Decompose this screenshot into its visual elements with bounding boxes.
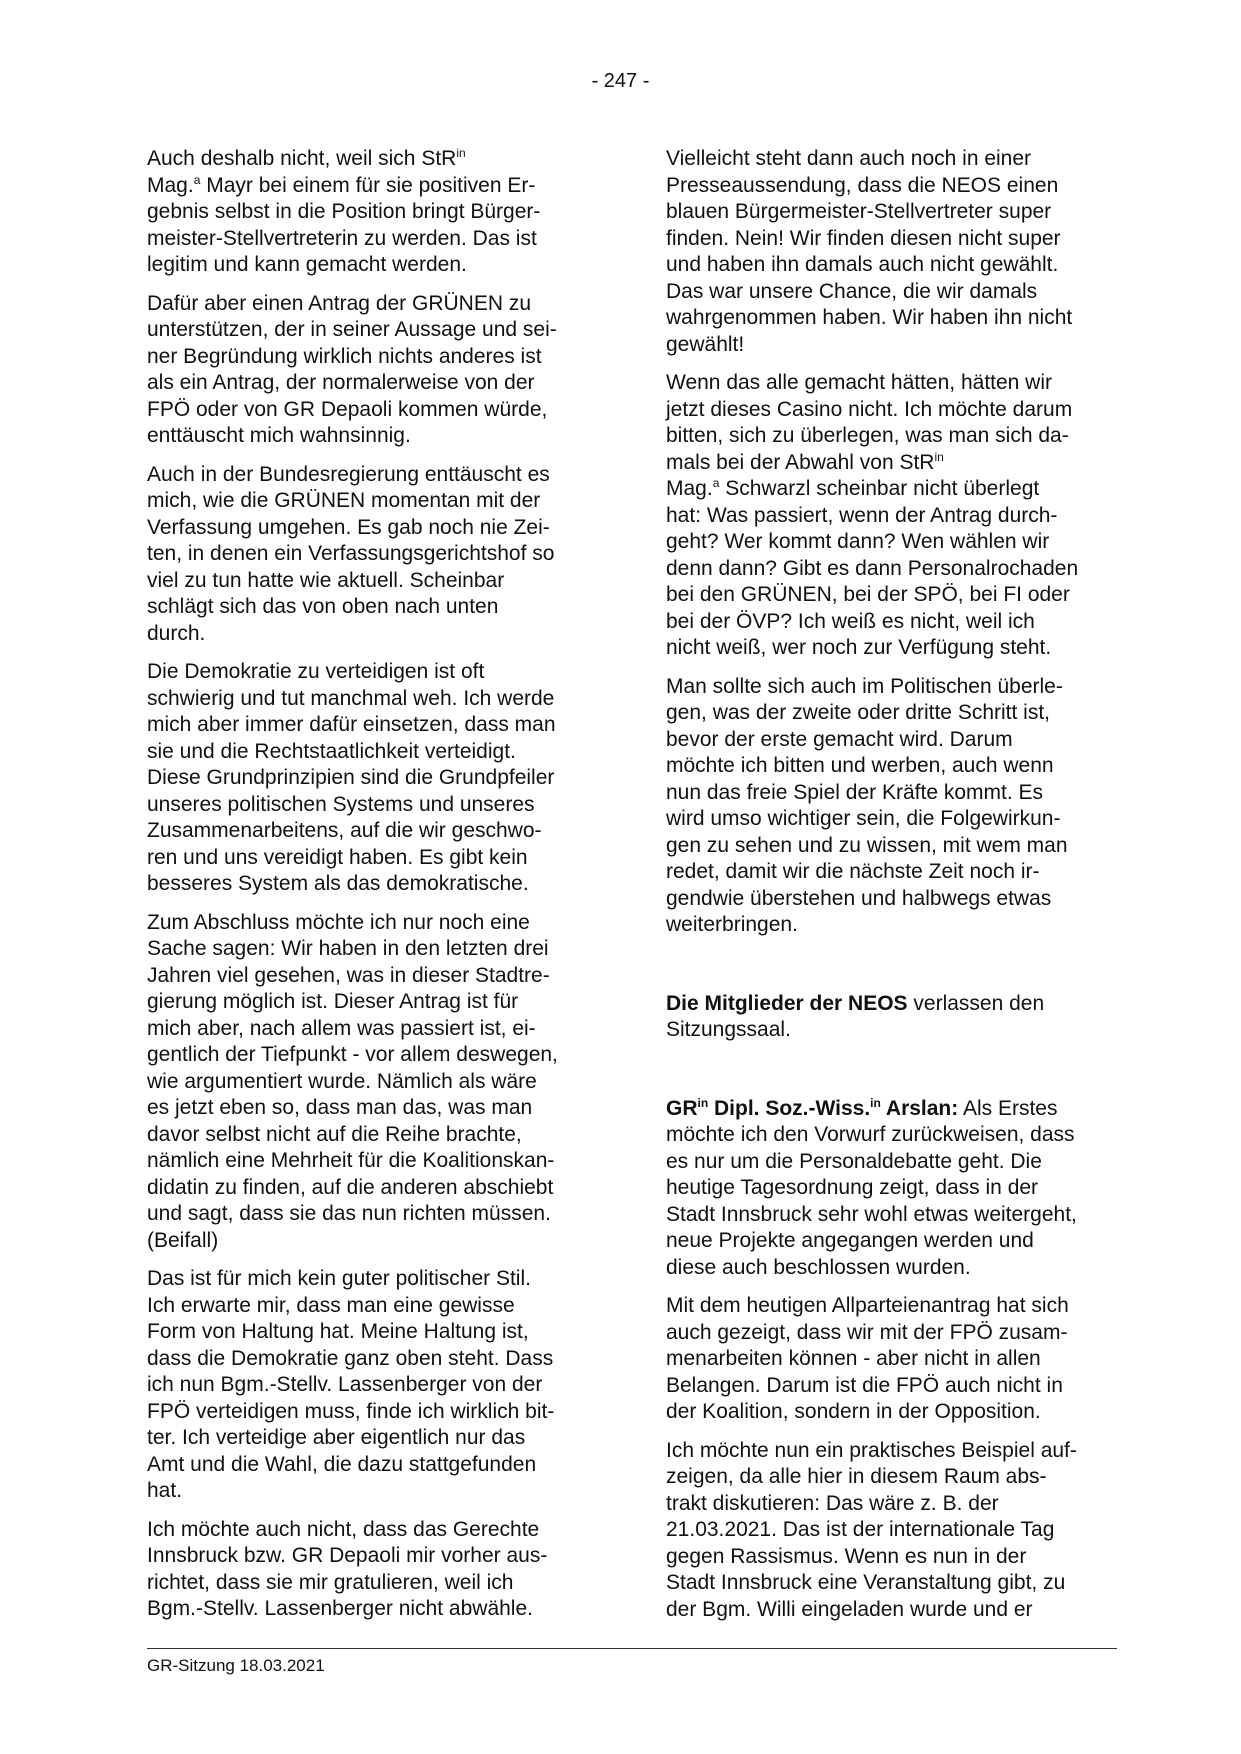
paragraph: Auch in der Bundesregierung enttäuscht es mich, wie die GRÜNEN momentan mit der Verfassung umgehen. Es gab noch nie Zei- ten, in denen ein Verfassungsgerichtshof so viel zu tun hatte wie aktuell. Scheinbar schlägt sich das von oben nach unten durch. [147,462,555,645]
page-number: - 247 - [591,70,650,92]
footer-session-date: GR-Sitzung 18.03.2021 [147,1656,325,1675]
paragraph: Ich möchte auch nicht, dass das Gerechte Innsbruck bzw. GR Depaoli mir vorher aus- richtet, dass sie mir gratulieren, weil ich Bgm.-Stellv. Lassenberger nicht abwähle. [147,1517,548,1620]
paragraph: Mit dem heutigen Allparteienantrag hat sich auch gezeigt, dass wir mit der FPÖ zusam- menarbeiten können - aber nicht in allen Belangen. Darum ist die FPÖ auch nicht in der Koalition, sondern in der Opposition. [666,1294,1069,1423]
paragraph: Wenn das alle gemacht hätten, hätten wir jetzt dieses Casino nicht. Ich möchte darum bitten, sich zu überlegen, was man sich da- mals bei der Abwahl von StR$^{in}$ Mag.$^a$ Schwarzl scheinbar nicht überlegt hat: Was passiert, wenn der Antrag durch- geht? Wer kommt dann? Wen wählen wir denn dann? Gibt es dann Personalrochaden bei den GRÜNEN, bei der SPÖ, bei FI oder bei der ÖVP? Ich weiß es nicht, weil ich nicht weiß, wer noch zur Verfügung steht. [666,371,1079,659]
paragraph: Das ist für mich kein guter politischer Stil. Ich erwarte mir, dass man eine gewisse Form von Haltung hat. Meine Haltung ist, dass die Demokratie ganz oben steht. Dass ich nun Bgm.-Stellv. Lassenberger von der FPÖ verteidigen muss, finde ich wirklich bit- ter. Ich verteidige aber eigentlich nur das Amt und die Wahl, die dazu stattgefunden hat. [147,1267,555,1502]
paragraph: Man sollte sich auch im Politischen überle- gen, was der zweite oder dritte Schritt ist, bevor der erste gemacht wird. Darum möchte ich bitten und werben, auch wenn nun das freie Spiel der Kräfte kommt. Es wird umso wichtiger sein, die Folgewirkun- gen zu sehen und zu wissen, mit wem man redet, damit wir die nächste Zeit noch ir- gendwie überstehen und halbwegs etwas weiterbringen. [666,674,1068,936]
paragraph: Zum Abschluss möchte ich nur noch eine Sache sagen: Wir haben in den letzten drei Jahren viel gesehen, was in dieser Stadtre- gierung möglich ist. Dieser Antrag ist für mich aber, nach allem was passiert ist, ei- gentlich der Tiefpunkt - vor allem deswegen, wie argumentiert wurde. Nämlich als wäre es jetzt eben so, dass man das, was man davor selbst nicht auf die Reihe brachte, nämlich eine Mehrheit für die Koalitionskan- didatin zu finden, auf die anderen abschiebt und sagt, dass sie das nun richten müssen. (Beifall) [147,910,558,1252]
session-note: Die Mitglieder der NEOS verlassen den Sitzungssaal. [666,991,1045,1041]
paragraph: Ich möchte nun ein praktisches Beispiel auf- zeigen, da alle hier in diesem Raum abs- trakt diskutieren: Das wäre z. B. der 21.03.2021. Das ist der internationale Tag gegen Rassismus. Wenn es nun in der Stadt Innsbruck eine Veranstaltung gibt, zu der Bgm. Willi eingeladen wurde und er [666,1438,1077,1621]
paragraph: Die Demokratie zu verteidigen ist oft schwierig und tut manchmal weh. Ich werde mich aber immer dafür einsetzen, dass man sie und die Rechtstaatlichkeit verteidigt. Diese Grundprinzipien sind die Grundpfeiler unseres politischen Systems und unseres Zusammenarbeitens, auf die wir geschwo- ren und uns vereidigt haben. Es gibt kein besseres System als das demokratische. [147,660,556,895]
paragraph: Dafür aber einen Antrag der GRÜNEN zu unterstützen, der in seiner Aussage und sei- ner Begründung wirklich nichts anderes ist als ein Antrag, der normalerweise von der FPÖ oder von GR Depaoli kommen würde, enttäuscht mich wahnsinnig. [147,291,557,447]
left-column [147,146,602,1635]
paragraph: Auch deshalb nicht, weil sich StR$^{in}$ Mag.$^a$ Mayr bei einem für sie positiven Er- gebnis selbst in die Position bringt Bürger- meister-Stellvertreterin zu werden. Das ist legitim und kann gemacht werden. [147,146,541,276]
paragraph: Vielleicht steht dann auch noch in einer Presseaussendung, dass die NEOS einen blauen Bürgermeister-Stellvertreter super finden. Nein! Wir finden diesen nicht super und haben ihn damals auch nicht gewählt. Das war unsere Chance, die wir damals wahrgenommen haben. Wir haben ihn nicht gewählt! [666,147,1073,356]
speaker-name: $GR^{in}$ Dipl. Soz.-Wiss.$^{in}$ Arslan: [666,1095,959,1120]
footer-divider [147,1648,1117,1649]
right-column [666,146,1121,1635]
speaker-paragraph: $GR^{in}$ Dipl. Soz.-Wiss.$^{in}$ Arslan: Als Erstes möchte ich den Vorwurf zurückweisen, dass es nur um die Personaldebatte geht. Die heutige Tagesordnung zeigt, dass in der Stadt Innsbruck sehr wohl etwas weitergeht, neue Projekte angegangen werden und diese auch beschlossen wurden. [666,1095,1077,1279]
